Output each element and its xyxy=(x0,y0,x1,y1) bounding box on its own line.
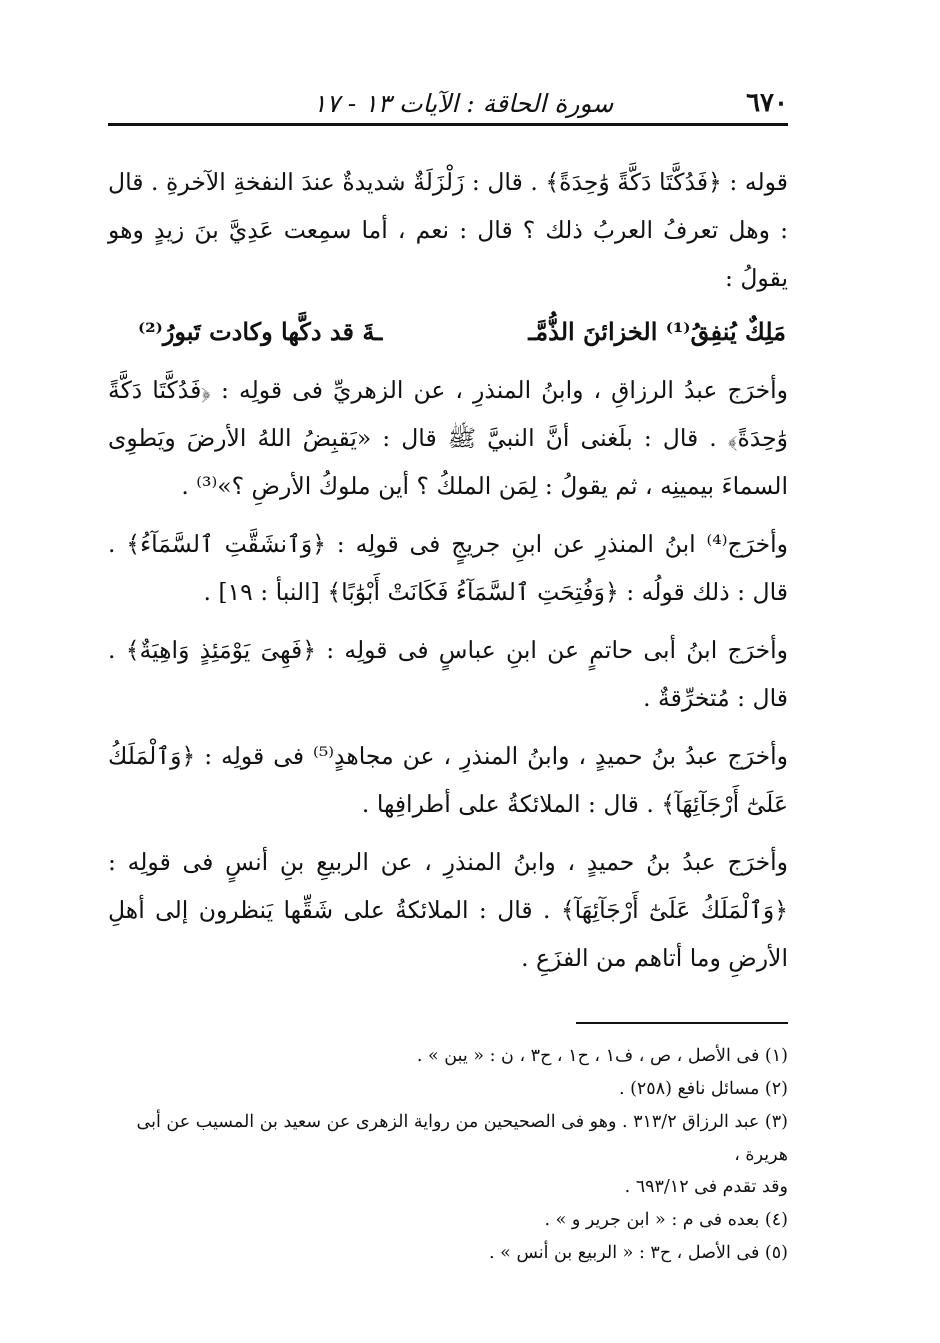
footnote-rule xyxy=(576,1022,788,1024)
footnote-1: (١) فى الأصل ، ص ، ف١ ، ح١ ، ح٣ ، ن : « يبن » . xyxy=(416,1046,788,1066)
footnote-2: (٢) مسائل نافع (٢٥٨) . xyxy=(618,1079,788,1099)
footnote-4: (٤) بعده فى م : « ابن جرير و » . xyxy=(544,1210,788,1230)
paragraph-2: وأخرَج عبدُ الرزاقِ ، وابنُ المنذرِ ، عن الزهريِّ فى قولِه : ﴿فَدُكَّتَا دَكَّةً وَٰحِدَةً﴾ . قال : بلَغنى أنَّ النبيَّ ﷺ قال : «يَقبِضُ اللهُ الأرضَ ويَطوِى السماءَ بيمينِه ، ثم يقولُ : لِمَن الملكُ ؟ أين ملوكُ الأرضِ ؟»⁽³⁾ . xyxy=(108,376,788,500)
paragraph-4: وأخرَج ابنُ أبى حاتمٍ عن ابنِ عباسٍ فى قولِه : ﴿فَهِىَ يَوْمَئِذٍ وَاهِيَةٌ﴾ . قال : مُتخرِّقةٌ . xyxy=(108,636,788,712)
paragraph-6: وأخرَج عبدُ بنُ حميدٍ ، وابنُ المنذرِ ، عن الربيعِ بنِ أنسٍ فى قولِه : ﴿وَٱلْمَلَكُ عَلَىٰٓ أَرْجَآئِهَآ﴾ . قال : الملائكةُ على شَقِّها يَنظرون إلى أهلِ الأرضِ وما أتاهم من الفزَعِ . xyxy=(108,848,788,972)
poem-hemistich-left: ـةَ قد دكَّها وكادت تَبورُ⁽²⁾ xyxy=(138,317,383,346)
page-number: ٦٧٠ xyxy=(746,88,788,118)
header-rule xyxy=(108,123,788,126)
footnote-5: (٥) فى الأصل ، ح٣ : « الربيع بن أنس » . xyxy=(489,1243,788,1263)
footnote-3-continuation: وقد تقدم فى ٦٩٣/١٢ . xyxy=(624,1177,788,1197)
poem-hemistich-right: مَلِكٌ يُنفِقُ⁽¹⁾ الخزائنَ الذُّمَّـ xyxy=(528,317,786,346)
paragraph-3: وأخرَج⁽⁴⁾ ابنُ المنذرِ عن ابنِ جريجٍ فى قولِه : ﴿وَٱنشَقَّتِ ٱلسَّمَآءُ﴾ . قال : ذلك قولُه : ﴿وَفُتِحَتِ ٱلسَّمَآءُ فَكَانَتْ أَبْوَٰبًا﴾ [النبأ : ١٩] . xyxy=(108,530,788,606)
paragraph-5: وأخرَج عبدُ بنُ حميدٍ ، وابنُ المنذرِ ، عن مجاهدٍ⁽⁵⁾ فى قولِه : ﴿وَٱلْمَلَكُ عَلَىٰٓ أَرْجَآئِهَآ﴾ . قال : الملائكةُ على أطرافِها . xyxy=(108,742,788,818)
poem-verse xyxy=(138,308,786,356)
footnote-3: (٣) عبد الرزاق ٣١٣/٢ . وهو فى الصحيحين من رواية الزهرى عن سعيد بن المسيب عن أبى هريرة ، xyxy=(136,1112,788,1165)
paragraph-1: قوله : ﴿فَدُكَّتَا دَكَّةً وَٰحِدَةً﴾ . قال : زَلْزَلَةٌ شديدةٌ عندَ النفخةِ الآخرةِ . قال : وهل تعرفُ العربُ ذلك ؟ قال : نعم ، أما سمِعت عَدِيَّ بنَ زيدٍ وهو يقولُ : xyxy=(108,168,788,292)
footnotes xyxy=(90,1040,788,1270)
page-header xyxy=(108,78,788,118)
main-text xyxy=(108,158,788,992)
running-title: سورة الحاقة : الآيات ١٣ - ١٧ xyxy=(313,89,614,118)
